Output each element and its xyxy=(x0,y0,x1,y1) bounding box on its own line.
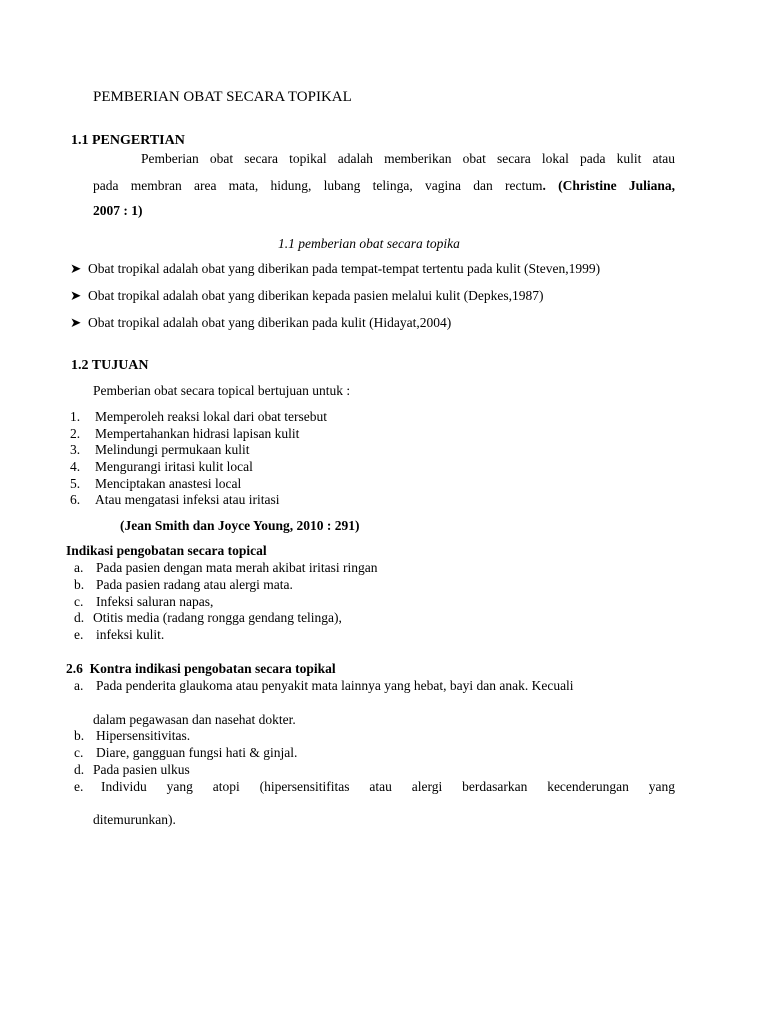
section-heading-pengertian: 1.1 PENGERTIAN xyxy=(71,133,185,148)
list-letter: a. xyxy=(74,560,84,575)
list-letter: e. xyxy=(74,779,84,794)
citation-year: 2007 : 1) xyxy=(93,203,143,218)
list-item: Melindungi permukaan kulit xyxy=(95,442,250,457)
list-number: 2. xyxy=(70,426,81,441)
bullet-text: Obat tropikal adalah obat yang diberikan pada kulit (Hidayat,2004) xyxy=(88,315,452,330)
document-title: PEMBERIAN OBAT SECARA TOPIKAL xyxy=(93,89,352,105)
list-number: 5. xyxy=(70,476,81,491)
list-item: Atau mengatasi infeksi atau iritasi xyxy=(95,492,280,507)
list-item: Menciptakan anastesi local xyxy=(95,476,242,491)
bullet-item xyxy=(70,261,600,277)
list-letter: a. xyxy=(74,678,84,693)
list-letter: d. xyxy=(74,762,85,777)
paragraph-line xyxy=(93,178,675,194)
section-title: Kontra indikasi pengobatan secara topikal xyxy=(89,661,336,676)
list-letter: b. xyxy=(74,728,85,743)
section-heading-tujuan: 1.2 TUJUAN xyxy=(71,358,149,373)
list-number: 4. xyxy=(70,459,81,474)
list-item: Individu yang atopi (hipersensitifitas atau alergi berdasarkan kecenderungan yang xyxy=(101,779,675,794)
list-number: 3. xyxy=(70,442,81,457)
list-item: infeksi kulit. xyxy=(96,627,165,642)
paragraph-line: Pemberian obat secara topikal adalah memberikan obat secara lokal pada kulit atau xyxy=(141,151,675,166)
list-letter: e. xyxy=(74,627,84,642)
bullet-text: Obat tropikal adalah obat yang diberikan pada tempat-tempat tertentu pada kulit (Steven,1999) xyxy=(88,261,601,276)
tujuan-intro: Pemberian obat secara topical bertujuan untuk : xyxy=(93,383,351,398)
list-letter: d. xyxy=(74,610,85,625)
list-item: Memperoleh reaksi lokal dari obat tersebut xyxy=(95,409,328,424)
list-number: 6. xyxy=(70,492,81,507)
list-item: Pada penderita glaukoma atau penyakit mata lainnya yang hebat, bayi dan anak. Kecuali xyxy=(96,678,574,693)
arrow-bullet-icon: ➤ xyxy=(70,261,82,276)
list-item: Pada pasien dengan mata merah akibat iritasi ringan xyxy=(96,560,378,575)
paragraph-text: pada membran area mata, hidung, lubang telinga, vagina dan rectum xyxy=(93,178,543,193)
list-item-continuation: ditemurunkan). xyxy=(93,812,176,827)
list-item: Pada pasien radang atau alergi mata. xyxy=(96,577,293,592)
list-item: Otitis media (radang rongga gendang telinga), xyxy=(93,610,342,625)
bullet-item xyxy=(70,315,451,331)
arrow-bullet-icon: ➤ xyxy=(70,315,82,330)
bullet-text: Obat tropikal adalah obat yang diberikan kepada pasien melalui kulit (Depkes,1987) xyxy=(88,288,544,303)
citation: (Christine Juliana, xyxy=(558,178,675,193)
figure-caption: 1.1 pemberian obat secara topika xyxy=(278,236,460,251)
list-item: Pada pasien ulkus xyxy=(93,762,190,777)
list-item-continuation: dalam pegawasan dan nasehat dokter. xyxy=(93,712,296,727)
bullet-item xyxy=(70,288,543,304)
list-item: Mengurangi iritasi kulit local xyxy=(95,459,253,474)
list-item: Hipersensitivitas. xyxy=(96,728,191,743)
citation: (Jean Smith dan Joyce Young, 2010 : 291) xyxy=(120,518,360,533)
list-letter: c. xyxy=(74,745,84,760)
list-item: Diare, gangguan fungsi hati & ginjal. xyxy=(96,745,298,760)
list-item: Mempertahankan hidrasi lapisan kulit xyxy=(95,426,300,441)
list-letter: c. xyxy=(74,594,84,609)
list-number: 1. xyxy=(70,409,81,424)
section-number: 2.6 xyxy=(66,661,83,676)
list-item: Infeksi saluran napas, xyxy=(96,594,214,609)
paragraph-dot: . xyxy=(542,178,546,193)
list-letter: b. xyxy=(74,577,85,592)
arrow-bullet-icon: ➤ xyxy=(70,288,82,303)
section-heading-kontra xyxy=(66,661,336,677)
section-heading-indikasi: Indikasi pengobatan secara topical xyxy=(66,543,267,558)
